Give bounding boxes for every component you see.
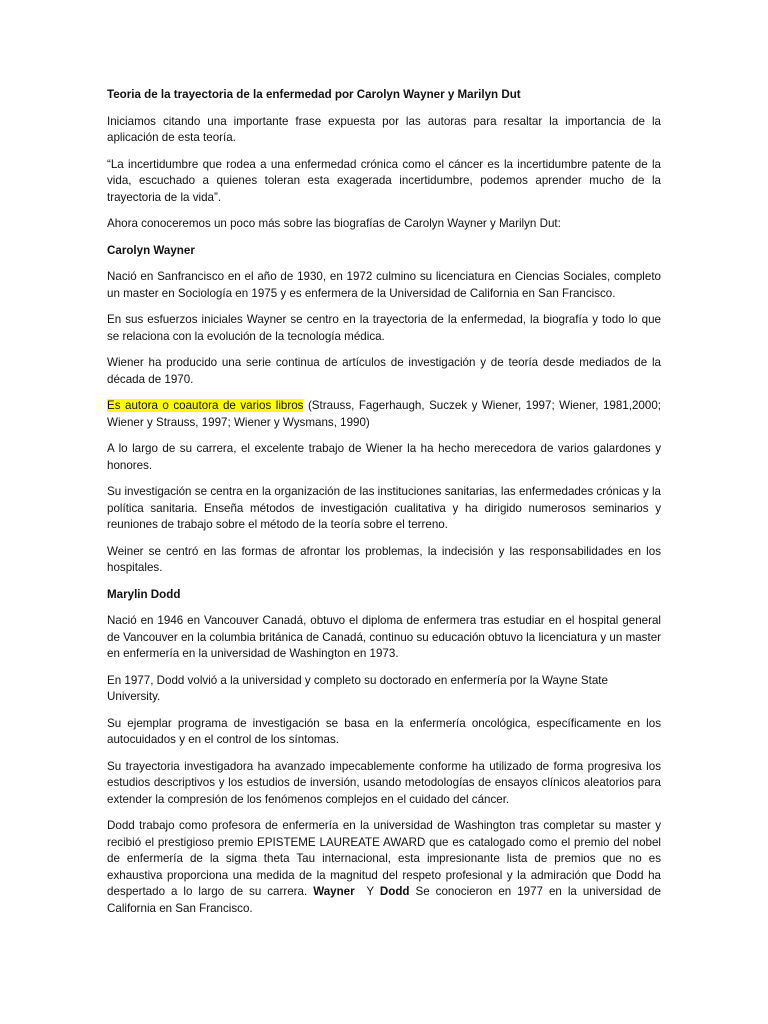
carolyn-paragraph-3: Wiener ha producido una serie continua de artículos de investigación y de teoría desde mediados de la década de 1970. — [107, 356, 661, 386]
marylin-paragraph-5 — [107, 818, 661, 917]
document-body — [107, 87, 661, 927]
document-title: Teoria de la trayectoria de la enfermedad por Carolyn Wayner y Marilyn Dut — [107, 88, 521, 101]
bold-name-wayner: Wayner — [313, 885, 355, 898]
conjunction-text: Y — [354, 885, 380, 898]
marylin-paragraph-4: Su trayectoria investigadora ha avanzado impecablemente conforme ha utilizado de forma progresiva los estudios descriptivos y los estudios de inversión, usando metodologías de ensayos clínicos aleatorios para extender la compresión de los fenómenos complejos en el cuidado del cáncer. — [107, 759, 661, 806]
carolyn-paragraph-1: Nació en Sanfrancisco en el año de 1930, en 1972 culmino su licenciatura en Ciencias Sociales, completo un master en Sociología en 1975 y es enfermera de la Universidad de California en San Francisco. — [107, 270, 661, 300]
marylin-paragraph-1: Nació en 1946 en Vancouver Canadá, obtuvo el diploma de enfermera tras estudiar en el hospital general de Vancouver en la columbia británica de Canadá, continuo su educación obtuvo la licenciatura y un master en enfermería en la universidad de Washington en 1973. — [107, 614, 661, 660]
bio-intro-paragraph: Ahora conoceremos un poco más sobre las biografías de Carolyn Wayner y Marilyn Dut: — [107, 217, 561, 230]
bold-name-dodd: Dodd — [379, 885, 410, 898]
carolyn-paragraph-5: A lo largo de su carrera, el excelente trabajo de Wiener la ha hecho merecedora de varios galardones y honores. — [107, 442, 661, 472]
marylin-heading: Marylin Dodd — [107, 587, 181, 601]
carolyn-paragraph-4 — [107, 398, 661, 431]
intro-paragraph: Iniciamos citando una importante frase expuesta por las autoras para resaltar la importancia de la aplicación de esta teoría. — [107, 114, 661, 144]
marylin-paragraph-3: Su ejemplar programa de investigación se basa en la enfermería oncológica, específicamente en los autocuidados y en el control de los síntomas. — [107, 716, 661, 746]
citation-text: (Strauss, Fagerhaugh, Suczek y Wiener, 1997; Wiener, 1981,2000; Wiener y Strauss, 1997; Wiener y Wysmans, 1990) — [107, 399, 661, 429]
quote-paragraph: “La incertidumbre que rodea a una enfermedad crónica como el cáncer es la incertidumbre patente de la vida, escuchado a quienes toleran esta exagerada incertidumbre, podemos aprender mucho de la trayectoria de la vida”. — [107, 157, 661, 204]
carolyn-paragraph-7: Weiner se centró en las formas de afrontar los problemas, la indecisión y las responsabilidades en los hospitales. — [107, 544, 661, 574]
carolyn-paragraph-2: En sus esfuerzos iniciales Wayner se centro en la trayectoria de la enfermedad, la biografía y todo lo que se relaciona con la evolución de la tecnología médica. — [107, 313, 661, 343]
highlighted-text: Es autora o coautora de varios libros — [107, 399, 304, 412]
paragraph-end-text: Se conocieron en 1977 en la universidad de California en San Francisco. — [107, 885, 662, 915]
carolyn-paragraph-6: Su investigación se centra en la organización de las instituciones sanitarias, las enfermedades crónicas y la política sanitaria. Enseña métodos de investigación cualitativa y ha dirigido numerosos seminarios y reuniones de trabajo sobre el método de la teoría sobre el terreno. — [107, 485, 661, 531]
carolyn-heading: Carolyn Wayner — [107, 243, 195, 257]
marylin-paragraph-2: En 1977, Dodd volvió a la universidad y completo su doctorado en enfermería por la Wayne State University. — [107, 673, 608, 703]
paragraph-text: Dodd trabajo como profesora de enfermería en la universidad de Washington tras completar su master y recibió el prestigioso premio EPISTEME LAUREATE AWARD que es catalogado como el premio del nobel de enfermería de la sigma theta Tau internacional, esta impresionante lista de premios que no es exhaustiva proporciona una medida de la magnitud del respeto profesional y la admiración que Dodd ha despertado a lo largo de su carrera. — [107, 819, 661, 898]
